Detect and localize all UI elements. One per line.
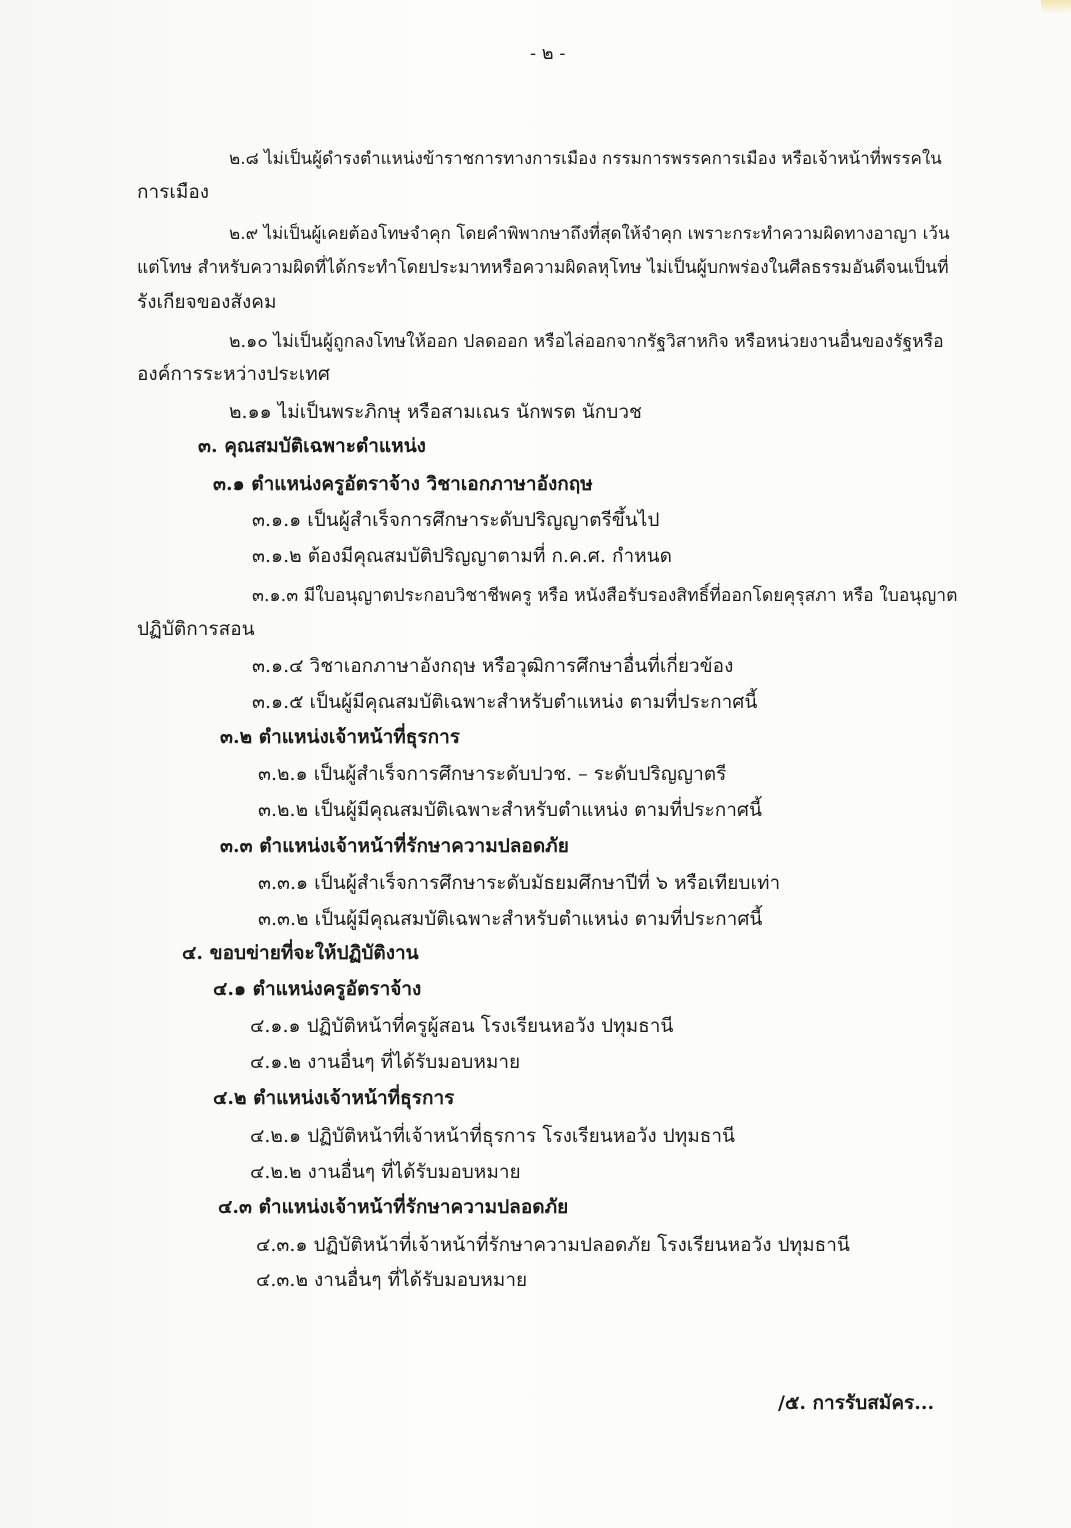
section-3-heading: ๓. คุณสมบัติเฉพาะตำแหน่ง [198, 435, 426, 457]
section-3-1-heading: ๓.๑ ตำแหน่งครูอัตราจ้าง วิชาเอกภาษาอังกฤษ [213, 473, 593, 495]
clause-2-9-cont-2: รังเกียจของสังคม [137, 291, 277, 313]
clause-4-1-1: ๔.๑.๑ ปฏิบัติหน้าที่ครูผู้สอน โรงเรียนหอวัง ปทุมธานี [250, 1015, 674, 1037]
section-3-3-heading: ๓.๓ ตำแหน่งเจ้าหน้าที่รักษาความปลอดภัย [220, 835, 569, 857]
page-number: - ๒ - [530, 43, 566, 64]
clause-4-2-2: ๔.๒.๒ งานอื่นๆ ที่ได้รับมอบหมาย [250, 1161, 521, 1183]
clause-2-9: ๒.๙ ไม่เป็นผู้เคยต้องโทษจำคุก โดยคำพิพากษาถึงที่สุดให้จำคุก เพราะกระทำความผิดทางอาญา เว้น [229, 224, 950, 244]
clause-3-1-5: ๓.๑.๕ เป็นผู้มีคุณสมบัติเฉพาะสำหรับตำแหน่ง ตามที่ประกาศนี้ [252, 691, 758, 713]
section-4-heading: ๔. ขอบข่ายที่จะให้ปฏิบัติงาน [182, 942, 419, 964]
section-4-1-heading: ๔.๑ ตำแหน่งครูอัตราจ้าง [213, 978, 422, 1000]
clause-3-1-3-cont: ปฏิบัติการสอน [137, 618, 255, 640]
section-3-2-heading: ๓.๒ ตำแหน่งเจ้าหน้าที่ธุรการ [220, 726, 460, 748]
clause-3-2-2: ๓.๒.๒ เป็นผู้มีคุณสมบัติเฉพาะสำหรับตำแหน่ง ตามที่ประกาศนี้ [258, 799, 762, 821]
clause-2-11: ๒.๑๑ ไม่เป็นพระภิกษุ หรือสามเณร นักพรต นักบวช [229, 401, 642, 423]
clause-3-3-1: ๓.๓.๑ เป็นผู้สำเร็จการศึกษาระดับมัธยมศึกษาปีที่ ๖ หรือเทียบเท่า [258, 872, 781, 894]
clause-2-10: ๒.๑๐ ไม่เป็นผู้ถูกลงโทษให้ออก ปลดออก หรือไล่ออกจากรัฐวิสาหกิจ หรือหน่วยงานอื่นของรัฐหรือ [229, 332, 944, 352]
clause-3-1-1: ๓.๑.๑ เป็นผู้สำเร็จการศึกษาระดับปริญญาตรีขึ้นไป [252, 509, 660, 531]
clause-4-1-2: ๔.๑.๒ งานอื่นๆ ที่ได้รับมอบหมาย [250, 1051, 521, 1073]
clause-2-8-cont: การเมือง [137, 181, 210, 203]
clause-4-3-1: ๔.๓.๑ ปฏิบัติหน้าที่เจ้าหน้าที่รักษาความปลอดภัย โรงเรียนหอวัง ปทุมธานี [256, 1234, 850, 1256]
clause-4-2-1: ๔.๒.๑ ปฏิบัติหน้าที่เจ้าหน้าที่ธุรการ โรงเรียนหอวัง ปทุมธานี [250, 1125, 736, 1147]
clause-3-1-4: ๓.๑.๔ วิชาเอกภาษาอังกฤษ หรือวุฒิการศึกษาอื่นที่เกี่ยวข้อง [252, 655, 734, 677]
clause-3-1-2: ๓.๑.๒ ต้องมีคุณสมบัติปริญญาตามที่ ก.ค.ศ. กำหนด [252, 545, 672, 567]
clause-3-2-1: ๓.๒.๑ เป็นผู้สำเร็จการศึกษาระดับปวช. – ระดับปริญญาตรี [258, 763, 727, 785]
scan-edge [1041, 0, 1071, 14]
continuation-note: /๕. การรับสมัคร... [778, 1392, 935, 1414]
clause-2-8: ๒.๘ ไม่เป็นผู้ดำรงตำแหน่งข้าราชการทางการเมือง กรรมการพรรคการเมือง หรือเจ้าหน้าที่พรรคใน [229, 149, 942, 169]
section-4-3-heading: ๔.๓ ตำแหน่งเจ้าหน้าที่รักษาความปลอดภัย [218, 1196, 569, 1218]
section-4-2-heading: ๔.๒ ตำแหน่งเจ้าหน้าที่ธุรการ [213, 1087, 455, 1109]
clause-3-1-3: ๓.๑.๓ มีใบอนุญาตประกอบวิชาชีพครู หรือ หนังสือรับรองสิทธิ์ที่ออกโดยคุรุสภา หรือ ใบอนุญาต [252, 586, 958, 606]
clause-2-10-cont: องค์การระหว่างประเทศ [137, 363, 330, 385]
clause-4-3-2: ๔.๓.๒ งานอื่นๆ ที่ได้รับมอบหมาย [256, 1269, 528, 1291]
clause-3-3-2: ๓.๓.๒ เป็นผู้มีคุณสมบัติเฉพาะสำหรับตำแหน่ง ตามที่ประกาศนี้ [258, 908, 763, 930]
clause-2-9-cont-1: แต่โทษ สำหรับความผิดที่ได้กระทำโดยประมาทหรือความผิดลหุโทษ ไม่เป็นผู้บกพร่องในศีลธรรมอันดีจนเป็นที่ [137, 258, 949, 278]
